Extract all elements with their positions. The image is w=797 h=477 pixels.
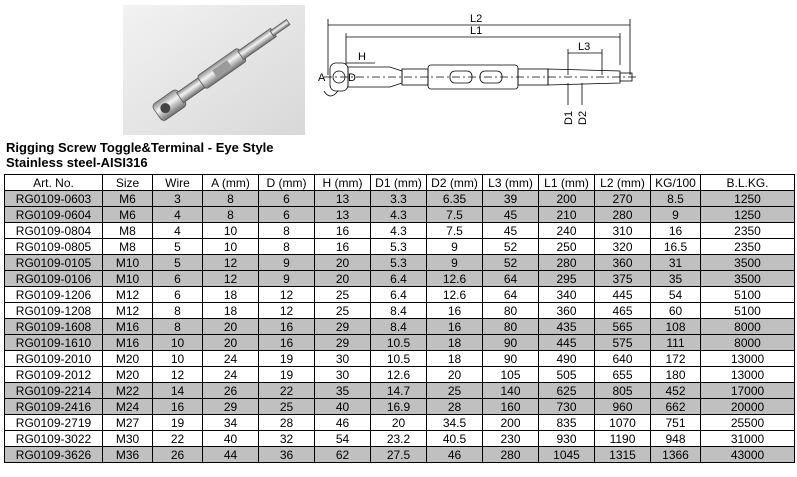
table-cell: 505 xyxy=(539,367,595,383)
col-header: D2 (mm) xyxy=(427,175,483,191)
table-cell: M10 xyxy=(103,271,153,287)
table-cell: 20 xyxy=(315,255,371,271)
table-cell: 35 xyxy=(315,383,371,399)
table-cell: RG0109-2214 xyxy=(5,383,103,399)
table-cell: 6 xyxy=(153,271,203,287)
table-cell: 320 xyxy=(595,239,651,255)
table-cell: RG0109-0805 xyxy=(5,239,103,255)
table-cell: 445 xyxy=(539,335,595,351)
table-row xyxy=(5,191,795,207)
table-cell: 20 xyxy=(427,367,483,383)
table-cell: RG0109-2010 xyxy=(5,351,103,367)
table-cell: 210 xyxy=(539,207,595,223)
table-cell: M12 xyxy=(103,303,153,319)
col-header: L3 (mm) xyxy=(483,175,539,191)
table-cell: RG0109-2416 xyxy=(5,399,103,415)
label-l2: L2 xyxy=(470,13,483,25)
table-row xyxy=(5,335,795,351)
table-cell: 8.5 xyxy=(651,191,701,207)
table-cell: 180 xyxy=(651,367,701,383)
table-cell: 32 xyxy=(259,431,315,447)
table-cell: 5 xyxy=(153,255,203,271)
table-row xyxy=(5,415,795,431)
table-cell: 36 xyxy=(259,447,315,463)
table-cell: 12 xyxy=(259,303,315,319)
table-row xyxy=(5,431,795,447)
table-cell: 28 xyxy=(259,415,315,431)
table-cell: 295 xyxy=(539,271,595,287)
table-cell: M8 xyxy=(103,239,153,255)
table-cell: 16 xyxy=(315,223,371,239)
table-cell: 230 xyxy=(483,431,539,447)
table-cell: 930 xyxy=(539,431,595,447)
col-header: D (mm) xyxy=(259,175,315,191)
table-cell: 12 xyxy=(203,255,259,271)
table-cell: 6.35 xyxy=(427,191,483,207)
table-cell: 18 xyxy=(203,303,259,319)
table-cell: 34.5 xyxy=(427,415,483,431)
table-cell: 435 xyxy=(539,319,595,335)
table-cell: 13000 xyxy=(701,367,795,383)
table-cell: 5100 xyxy=(701,303,795,319)
table-cell: 6.4 xyxy=(371,271,427,287)
table-cell: 5.3 xyxy=(371,239,427,255)
table-cell: 18 xyxy=(427,351,483,367)
table-cell: 20 xyxy=(371,415,427,431)
table-cell: 90 xyxy=(483,335,539,351)
label-l1: L1 xyxy=(470,25,483,37)
table-cell: 10.5 xyxy=(371,351,427,367)
table-cell: 29 xyxy=(315,319,371,335)
table-cell: 26 xyxy=(153,447,203,463)
table-cell: 45 xyxy=(483,223,539,239)
table-cell: 20 xyxy=(203,335,259,351)
table-cell: 16.5 xyxy=(651,239,701,255)
table-cell: 39 xyxy=(483,191,539,207)
col-header: KG/100 xyxy=(651,175,701,191)
label-h: H xyxy=(358,51,366,63)
table-cell: 1315 xyxy=(595,447,651,463)
table-cell: M16 xyxy=(103,335,153,351)
table-cell: 240 xyxy=(539,223,595,239)
table-cell: 16.9 xyxy=(371,399,427,415)
label-d1: D1 xyxy=(563,110,575,125)
table-cell: 8 xyxy=(259,239,315,255)
table-cell: 25 xyxy=(315,303,371,319)
table-cell: 44 xyxy=(203,447,259,463)
table-cell: M24 xyxy=(103,399,153,415)
table-cell: 310 xyxy=(595,223,651,239)
table-cell: 625 xyxy=(539,383,595,399)
table-cell: 835 xyxy=(539,415,595,431)
table-cell: 25 xyxy=(259,399,315,415)
table-cell: 10 xyxy=(203,239,259,255)
table-cell: 3 xyxy=(153,191,203,207)
label-d2: D2 xyxy=(577,110,589,125)
table-cell: 40 xyxy=(315,399,371,415)
label-l3: L3 xyxy=(578,41,591,53)
table-cell: 6 xyxy=(153,287,203,303)
col-header: D1 (mm) xyxy=(371,175,427,191)
table-cell: 52 xyxy=(483,255,539,271)
table-cell: 1045 xyxy=(539,447,595,463)
table-cell: 565 xyxy=(595,319,651,335)
table-cell: 280 xyxy=(595,207,651,223)
table-cell: 7.5 xyxy=(427,223,483,239)
table-cell: 250 xyxy=(539,239,595,255)
col-header: B.L.KG. xyxy=(701,175,795,191)
table-cell: M6 xyxy=(103,207,153,223)
table-cell: 16 xyxy=(153,399,203,415)
table-cell: 54 xyxy=(315,431,371,447)
table-row xyxy=(5,207,795,223)
table-cell: RG0109-3022 xyxy=(5,431,103,447)
table-cell: 46 xyxy=(315,415,371,431)
table-cell: 8000 xyxy=(701,319,795,335)
table-row xyxy=(5,383,795,399)
col-header: Wire xyxy=(153,175,203,191)
label-d: D xyxy=(348,72,356,84)
table-cell: RG0109-2719 xyxy=(5,415,103,431)
table-cell: 8 xyxy=(153,319,203,335)
table-cell: 9 xyxy=(427,239,483,255)
table-cell: 30 xyxy=(315,351,371,367)
table-cell: 31 xyxy=(651,255,701,271)
table-row xyxy=(5,351,795,367)
table-cell: 24 xyxy=(203,367,259,383)
table-cell: RG0109-1610 xyxy=(5,335,103,351)
table-row xyxy=(5,287,795,303)
table-row xyxy=(5,319,795,335)
table-cell: 20 xyxy=(203,319,259,335)
table-cell: 18 xyxy=(427,335,483,351)
table-cell: 10 xyxy=(153,335,203,351)
table-cell: 7.5 xyxy=(427,207,483,223)
table-cell: 29 xyxy=(203,399,259,415)
table-cell: 9 xyxy=(259,255,315,271)
table-cell: M12 xyxy=(103,287,153,303)
table-cell: 575 xyxy=(595,335,651,351)
table-cell: 8 xyxy=(203,191,259,207)
table-header-row xyxy=(5,175,795,191)
table-cell: RG0109-1608 xyxy=(5,319,103,335)
table-cell: 8 xyxy=(153,303,203,319)
table-cell: RG0109-1208 xyxy=(5,303,103,319)
table-cell: 12 xyxy=(259,287,315,303)
table-cell: 3.3 xyxy=(371,191,427,207)
table-cell: 655 xyxy=(595,367,651,383)
col-header: L1 (mm) xyxy=(539,175,595,191)
table-cell: 280 xyxy=(539,255,595,271)
table-row xyxy=(5,447,795,463)
table-cell: 18 xyxy=(203,287,259,303)
table-cell: 14 xyxy=(153,383,203,399)
table-cell: 270 xyxy=(595,191,651,207)
table-cell: 12.6 xyxy=(427,287,483,303)
table-cell: 1250 xyxy=(701,191,795,207)
table-cell: 13 xyxy=(315,207,371,223)
table-cell: 80 xyxy=(483,319,539,335)
table-cell: 9 xyxy=(651,207,701,223)
table-cell: 25 xyxy=(427,383,483,399)
table-cell: 6.4 xyxy=(371,287,427,303)
table-cell: 960 xyxy=(595,399,651,415)
table-cell: RG0109-0106 xyxy=(5,271,103,287)
table-cell: 5.3 xyxy=(371,255,427,271)
table-cell: 12 xyxy=(203,271,259,287)
table-cell: RG0109-2012 xyxy=(5,367,103,383)
col-header: A (mm) xyxy=(203,175,259,191)
table-cell: 452 xyxy=(651,383,701,399)
table-cell: 10.5 xyxy=(371,335,427,351)
table-cell: 730 xyxy=(539,399,595,415)
table-cell: 360 xyxy=(595,255,651,271)
table-cell: 20000 xyxy=(701,399,795,415)
col-header: Art. No. xyxy=(5,175,103,191)
table-cell: 200 xyxy=(539,191,595,207)
table-row xyxy=(5,303,795,319)
table-cell: 8.4 xyxy=(371,319,427,335)
table-cell: M16 xyxy=(103,319,153,335)
table-cell: 948 xyxy=(651,431,701,447)
table-cell: 9 xyxy=(427,255,483,271)
label-a: A xyxy=(318,72,326,84)
table-cell: 12 xyxy=(153,367,203,383)
table-cell: 19 xyxy=(259,351,315,367)
table-cell: M6 xyxy=(103,191,153,207)
table-cell: 12.6 xyxy=(371,367,427,383)
table-cell: 200 xyxy=(483,415,539,431)
table-cell: RG0109-1206 xyxy=(5,287,103,303)
table-cell: 35 xyxy=(651,271,701,287)
table-cell: 3500 xyxy=(701,255,795,271)
table-cell: 5100 xyxy=(701,287,795,303)
table-cell: 20 xyxy=(315,271,371,287)
table-cell: 172 xyxy=(651,351,701,367)
table-cell: 22 xyxy=(259,383,315,399)
table-cell: 445 xyxy=(595,287,651,303)
table-cell: 1190 xyxy=(595,431,651,447)
table-cell: 14.7 xyxy=(371,383,427,399)
table-cell: 54 xyxy=(651,287,701,303)
table-row xyxy=(5,255,795,271)
table-cell: 4 xyxy=(153,223,203,239)
table-cell: RG0109-0804 xyxy=(5,223,103,239)
table-cell: M22 xyxy=(103,383,153,399)
table-body xyxy=(5,191,795,463)
table-cell: M30 xyxy=(103,431,153,447)
table-cell: 64 xyxy=(483,271,539,287)
table-cell: 64 xyxy=(483,287,539,303)
table-cell: 16 xyxy=(427,319,483,335)
table-row xyxy=(5,399,795,415)
table-cell: 360 xyxy=(539,303,595,319)
table-cell: 28 xyxy=(427,399,483,415)
table-cell: 662 xyxy=(651,399,701,415)
col-header: L2 (mm) xyxy=(595,175,651,191)
table-cell: 25500 xyxy=(701,415,795,431)
table-cell: 8 xyxy=(203,207,259,223)
table-cell: 27.5 xyxy=(371,447,427,463)
table-cell: RG0109-3626 xyxy=(5,447,103,463)
table-cell: 1250 xyxy=(701,207,795,223)
table-cell: 52 xyxy=(483,239,539,255)
table-cell: 108 xyxy=(651,319,701,335)
table-cell: 465 xyxy=(595,303,651,319)
table-cell: 16 xyxy=(651,223,701,239)
table-cell: M10 xyxy=(103,255,153,271)
table-cell: 60 xyxy=(651,303,701,319)
technical-drawing xyxy=(320,5,640,135)
table-cell: 375 xyxy=(595,271,651,287)
table-row xyxy=(5,239,795,255)
table-cell: 10 xyxy=(203,223,259,239)
table-cell: 1366 xyxy=(651,447,701,463)
table-cell: 22 xyxy=(153,431,203,447)
table-cell: 34 xyxy=(203,415,259,431)
table-cell: 13000 xyxy=(701,351,795,367)
table-cell: 26 xyxy=(203,383,259,399)
table-cell: 140 xyxy=(483,383,539,399)
table-cell: 23.2 xyxy=(371,431,427,447)
table-cell: 2350 xyxy=(701,239,795,255)
product-title: Rigging Screw Toggle&Terminal - Eye Style xyxy=(6,140,274,155)
table-cell: 45 xyxy=(483,207,539,223)
table-cell: 4.3 xyxy=(371,223,427,239)
table-cell: RG0109-0603 xyxy=(5,191,103,207)
table-cell: 40 xyxy=(203,431,259,447)
table-cell: 111 xyxy=(651,335,701,351)
table-cell: 40.5 xyxy=(427,431,483,447)
table-cell: 280 xyxy=(483,447,539,463)
table-cell: 16 xyxy=(259,335,315,351)
table-cell: 24 xyxy=(203,351,259,367)
col-header: H (mm) xyxy=(315,175,371,191)
table-cell: 10 xyxy=(153,351,203,367)
table-cell: 30 xyxy=(315,367,371,383)
table-cell: 640 xyxy=(595,351,651,367)
table-cell: 490 xyxy=(539,351,595,367)
table-cell: M36 xyxy=(103,447,153,463)
table-cell: 6 xyxy=(259,191,315,207)
table-cell: M27 xyxy=(103,415,153,431)
table-cell: RG0109-0604 xyxy=(5,207,103,223)
table-cell: 25 xyxy=(315,287,371,303)
table-row xyxy=(5,367,795,383)
table-cell: 805 xyxy=(595,383,651,399)
spec-table xyxy=(4,174,795,463)
table-cell: 340 xyxy=(539,287,595,303)
product-material: Stainless steel-AISI316 xyxy=(6,155,148,170)
table-cell: 8.4 xyxy=(371,303,427,319)
table-cell: 13 xyxy=(315,191,371,207)
table-cell: M8 xyxy=(103,223,153,239)
table-cell: 1070 xyxy=(595,415,651,431)
table-cell: 31000 xyxy=(701,431,795,447)
table-cell: 5 xyxy=(153,239,203,255)
table-cell: 4.3 xyxy=(371,207,427,223)
table-cell: 46 xyxy=(427,447,483,463)
table-cell: 4 xyxy=(153,207,203,223)
table-cell: 19 xyxy=(153,415,203,431)
table-cell: 8 xyxy=(259,223,315,239)
table-cell: 43000 xyxy=(701,447,795,463)
table-cell: 16 xyxy=(259,319,315,335)
table-cell: 29 xyxy=(315,335,371,351)
table-cell: 17000 xyxy=(701,383,795,399)
table-cell: 160 xyxy=(483,399,539,415)
table-cell: 6 xyxy=(259,207,315,223)
table-cell: 105 xyxy=(483,367,539,383)
table-row xyxy=(5,223,795,239)
table-cell: 90 xyxy=(483,351,539,367)
table-cell: 3500 xyxy=(701,271,795,287)
table-cell: M20 xyxy=(103,351,153,367)
table-row xyxy=(5,271,795,287)
table-cell: 16 xyxy=(427,303,483,319)
table-cell: 9 xyxy=(259,271,315,287)
table-cell: 80 xyxy=(483,303,539,319)
table-cell: 12.6 xyxy=(427,271,483,287)
table-cell: 16 xyxy=(315,239,371,255)
col-header: Size xyxy=(103,175,153,191)
table-cell: 8000 xyxy=(701,335,795,351)
table-cell: 19 xyxy=(259,367,315,383)
table-cell: 751 xyxy=(651,415,701,431)
table-cell: RG0109-0105 xyxy=(5,255,103,271)
product-photo xyxy=(123,5,305,135)
table-cell: 2350 xyxy=(701,223,795,239)
table-cell: M20 xyxy=(103,367,153,383)
table-cell: 62 xyxy=(315,447,371,463)
